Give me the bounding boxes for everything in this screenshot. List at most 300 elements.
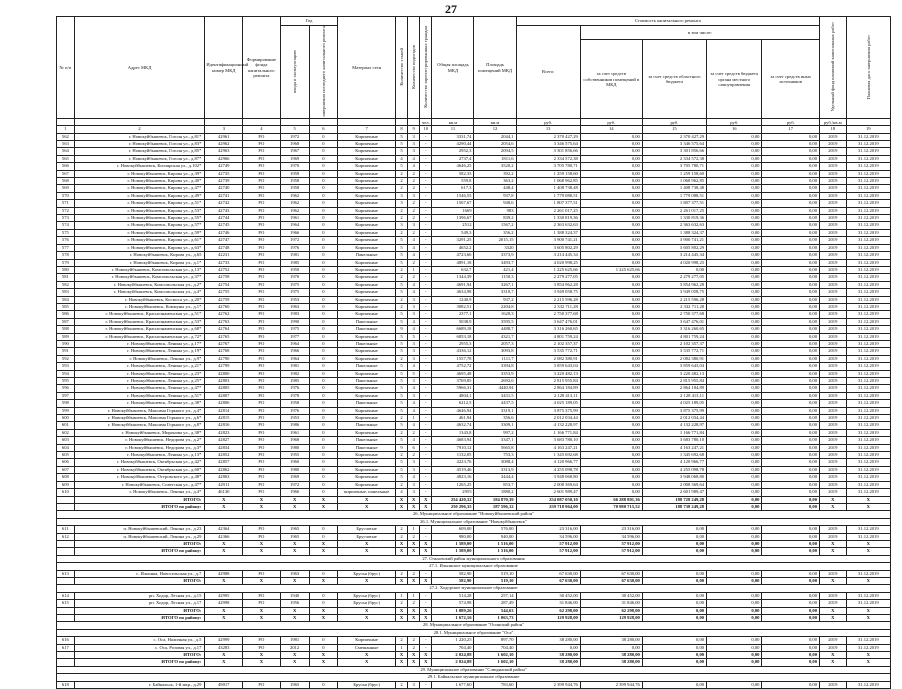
row-min-cost: 2019 [820, 422, 847, 429]
x-mark: Х [846, 577, 890, 584]
row-cost-owners: 0,00 [580, 355, 642, 362]
row-people: - [420, 163, 432, 170]
row-plan-date: 31.12.2019 [846, 244, 890, 251]
row-cost-local: 0,00 [707, 474, 762, 481]
x-mark: Х [820, 496, 847, 503]
total-cost: 129 928,00 [516, 615, 580, 622]
row-wall: Панельные [338, 318, 396, 325]
row-fund: РО [243, 289, 281, 296]
row-cost-local: 0,00 [707, 155, 762, 162]
row-cost-total: 1 345 692,68 [516, 452, 580, 459]
total-living-area: 1 602,10 [474, 659, 516, 666]
row-living-area: 839,2 [474, 215, 516, 222]
x-mark: Х [280, 607, 309, 614]
row-year: 1975 [280, 281, 309, 288]
row-fund: РО [243, 133, 281, 140]
row-year: 1981 [280, 637, 309, 644]
capital-repair-table [56, 16, 891, 689]
row-total-area: 3331,74 [432, 133, 474, 140]
row-living-area: 1111,7 [474, 355, 516, 362]
row-cost-owners: 0,00 [580, 318, 642, 325]
row-number: 599 [57, 407, 75, 414]
row-people: - [420, 281, 432, 288]
row-entrances: 2 [408, 274, 420, 281]
row-number: 612 [57, 533, 75, 540]
row-year: 1985 [280, 259, 309, 266]
row-wall: Кирпичные [338, 466, 396, 473]
row-cost-owners: 1 225 625,66 [580, 266, 642, 273]
row-year: 1976 [280, 244, 309, 251]
row-cost-region: 3 859 643,04 [642, 363, 706, 370]
row-last-repair: 0 [309, 637, 338, 644]
row-total-area: 6689,18 [432, 326, 474, 333]
row-year: 1965 [280, 681, 309, 688]
row-address: г. Новокуйбышевск, Советская ул., д.47* [74, 481, 205, 488]
row-cost-local: 0,00 [707, 163, 762, 170]
row-cost-region: 0,00 [642, 637, 706, 644]
row-entrances: 2 [408, 200, 420, 207]
row-cost-other: 0,00 [762, 378, 820, 385]
row-cost-owners: 0,00 [580, 422, 642, 429]
total-region: 0,00 [642, 548, 706, 555]
row-year: 2012 [280, 644, 309, 651]
row-cost-region: 3 535 772,71 [642, 348, 706, 355]
row-plan-date: 31.12.2019 [846, 348, 890, 355]
table-row [57, 333, 891, 340]
row-cost-other: 0,00 [762, 444, 820, 451]
row-fund: РО [243, 526, 281, 533]
row-min-cost: 2019 [820, 437, 847, 444]
row-number: 567 [57, 170, 75, 177]
row-total-area: 980,00 [432, 533, 474, 540]
row-fund: РО [243, 437, 281, 444]
row-people: - [420, 289, 432, 296]
row-plan-date: 31.12.2019 [846, 200, 890, 207]
row-entrances: 4 [408, 289, 420, 296]
row-cost-total: 38 280,00 [516, 637, 580, 644]
row-fund: РО [243, 466, 281, 473]
x-mark: Х [338, 496, 396, 503]
total-total-area: 582,90 [432, 577, 474, 584]
total-cell [57, 503, 75, 510]
row-floors: 5 [395, 163, 407, 170]
row-entrances: 3 [408, 681, 420, 688]
column-number-row [57, 126, 891, 133]
unit-rub-sqm: руб./кв.м [820, 119, 847, 126]
row-floors: 5 [395, 318, 407, 325]
row-wall: Кирпичные [338, 244, 396, 251]
column-number: 15 [642, 126, 706, 133]
row-people: - [420, 318, 432, 325]
row-living-area: 1567,2 [474, 222, 516, 229]
row-min-cost: 2019 [820, 526, 847, 533]
row-number: 614 [57, 592, 75, 599]
row-cost-local: 0,00 [707, 252, 762, 259]
row-cost-region: 0,00 [642, 533, 706, 540]
row-entrances: 4 [408, 400, 420, 407]
row-cost-other: 0,00 [762, 681, 820, 688]
x-mark: Х [408, 540, 420, 547]
header-last-repair: завершения последнего капитального ремонта [309, 26, 338, 119]
row-wall: Кирпичные [338, 392, 396, 399]
row-cost-region: 1 259 158,60 [642, 170, 706, 177]
row-plan-date: 31.12.2019 [846, 133, 890, 140]
x-mark: Х [395, 503, 407, 510]
row-year: 1981 [280, 252, 309, 259]
row-total-area: 1344,39 [432, 274, 474, 281]
row-ident: 43283 [205, 644, 243, 651]
row-address: г. Новокуйбышевск, Октябрьская ул., д.42* [74, 459, 205, 466]
row-min-cost: 2019 [820, 600, 847, 607]
row-last-repair: 0 [309, 526, 338, 533]
row-floors: 5 [395, 466, 407, 473]
row-number: 579 [57, 259, 75, 266]
total-local: 0,00 [707, 540, 762, 547]
row-wall: Кирпичные [338, 170, 396, 177]
row-last-repair: 0 [309, 378, 338, 385]
column-number: 5 [280, 126, 309, 133]
row-entrances: 3 [408, 303, 420, 310]
header-total-area: Общая площадь МКД [432, 17, 474, 119]
column-number: 2 [74, 126, 205, 133]
row-cost-local: 0,00 [707, 303, 762, 310]
row-cost-other: 0,00 [762, 600, 820, 607]
row-people: - [420, 311, 432, 318]
total-row [57, 548, 891, 555]
column-number: 13 [516, 126, 580, 133]
row-cost-other: 0,00 [762, 570, 820, 577]
row-plan-date: 31.12.2019 [846, 407, 890, 414]
row-cost-other: 0,00 [762, 318, 820, 325]
row-year: 1966 [280, 348, 309, 355]
header-floors: Количество этажей [395, 17, 407, 119]
row-min-cost: 2019 [820, 281, 847, 288]
row-fund: РО [243, 400, 281, 407]
row-year: 1959 [280, 170, 309, 177]
row-cost-local: 0,00 [707, 340, 762, 347]
row-cost-other: 0,00 [762, 192, 820, 199]
row-cost-other: 0,00 [762, 289, 820, 296]
row-address: г. Новокуйбышевск, Максима Горького ул., д.8* [74, 422, 205, 429]
row-ident: 42760 [205, 303, 243, 310]
row-fund: РО [243, 644, 281, 651]
row-living-area: 940,00 [474, 533, 516, 540]
row-floors: 2 [395, 526, 407, 533]
row-floors: 5 [395, 133, 407, 140]
row-ident: 42752 [205, 266, 243, 273]
row-number: 615 [57, 600, 75, 607]
row-wall: Кирпичные [338, 370, 396, 377]
row-cost-region: 1 166 771,84 [642, 429, 706, 436]
row-entrances: 3 [408, 148, 420, 155]
x-mark: Х [395, 577, 407, 584]
x-mark: Х [243, 548, 281, 555]
row-wall: Кирпичные [338, 207, 396, 214]
row-year: 1972 [280, 237, 309, 244]
row-ident: 42735 [205, 170, 243, 177]
x-mark: Х [243, 607, 281, 614]
row-year: 1990 [280, 318, 309, 325]
row-min-cost: 2019 [820, 333, 847, 340]
x-mark: Х [420, 577, 432, 584]
row-fund: РО [243, 296, 281, 303]
row-plan-date: 31.12.2019 [846, 237, 890, 244]
total-label: ИТОГО по району: [74, 659, 205, 666]
row-cost-other: 0,00 [762, 200, 820, 207]
row-cost-region: 3 647 476,01 [642, 318, 706, 325]
row-number: 569 [57, 185, 75, 192]
total-living-area: 1 063,73 [474, 615, 516, 622]
row-cost-local: 0,00 [707, 422, 762, 429]
x-mark: Х [243, 659, 281, 666]
row-total-area: 617,3 [432, 185, 474, 192]
row-living-area: 853,7 [474, 481, 516, 488]
row-cost-region: 4 801 759,24 [642, 333, 706, 340]
row-wall: Брусья (брус) [338, 570, 396, 577]
row-fund: РО [243, 148, 281, 155]
row-people: - [420, 259, 432, 266]
row-cost-owners: 0,00 [580, 163, 642, 170]
section-title: 28. Муниципальное образование "Осинский район" [57, 622, 891, 629]
x-mark: Х [408, 607, 420, 614]
row-people: - [420, 637, 432, 644]
row-year: 1965 [280, 533, 309, 540]
row-cost-other: 0,00 [762, 281, 820, 288]
row-total-area: 2952,3 [432, 148, 474, 155]
x-mark: Х [338, 503, 396, 510]
row-last-repair: 0 [309, 570, 338, 577]
row-plan-date: 31.12.2019 [846, 192, 890, 199]
row-ident: 42754 [205, 281, 243, 288]
section-row [57, 622, 891, 629]
row-living-area: 3309,1 [474, 422, 516, 429]
row-people: - [420, 296, 432, 303]
header-region: за счет средств областного бюджета [642, 40, 706, 119]
total-owners: 38 280,00 [580, 659, 642, 666]
row-floors: 2 [395, 355, 407, 362]
row-address: г. Новокуйбышевск, Гоголя ул., д.87* [74, 155, 205, 162]
row-total-area: 4290,44 [432, 141, 474, 148]
table-row [57, 296, 891, 303]
row-cost-local: 0,00 [707, 348, 762, 355]
row-min-cost: 2019 [820, 392, 847, 399]
row-address: г. Новокуйбышевск, Кирова ул., д.55* [74, 215, 205, 222]
row-people: - [420, 237, 432, 244]
row-people: - [420, 452, 432, 459]
row-number: 616 [57, 637, 75, 644]
row-living-area: 287,49 [474, 600, 516, 607]
row-year: 1985 [280, 378, 309, 385]
x-mark: Х [309, 652, 338, 659]
row-year: 1983 [280, 311, 309, 318]
row-cost-local: 0,00 [707, 355, 762, 362]
row-floors: 2 [395, 266, 407, 273]
row-cost-other: 0,00 [762, 466, 820, 473]
row-cost-total: 3 605 802,29 [516, 244, 580, 251]
row-address: г. Новокуйбышевск, Ленина ул., д.25* [74, 378, 205, 385]
row-cost-owners: 0,00 [580, 392, 642, 399]
total-owners: 62 298,00 [580, 607, 642, 614]
table-row [57, 274, 891, 281]
row-cost-local: 0,00 [707, 296, 762, 303]
row-cost-total: 2 128 413,11 [516, 392, 580, 399]
x-mark: Х [846, 607, 890, 614]
total-label: ИТОГО: [74, 496, 205, 503]
row-ident: 42800 [205, 370, 243, 377]
header-min-cost: Удельный фонд вложений капитальных работ [820, 17, 847, 119]
x-mark: Х [205, 577, 243, 584]
row-wall: Кирпичные [338, 407, 396, 414]
row-fund: РО [243, 474, 281, 481]
row-ident: 42807 [205, 392, 243, 399]
table-row [57, 466, 891, 473]
row-last-repair: 0 [309, 178, 338, 185]
row-plan-date: 31.12.2019 [846, 170, 890, 177]
row-min-cost: 2019 [820, 185, 847, 192]
row-floors: 5 [395, 333, 407, 340]
row-entrances: 3 [408, 466, 420, 473]
row-total-area: 4634,98 [432, 289, 474, 296]
row-cost-total: 4 025 189,05 [516, 400, 580, 407]
total-label: ИТОГО: [74, 540, 205, 547]
row-cost-local: 0,00 [707, 215, 762, 222]
row-cost-owners: 31 846,00 [580, 600, 642, 607]
row-total-area: 1 220,25 [432, 637, 474, 644]
row-ident: 42823 [205, 429, 243, 436]
table-row [57, 526, 891, 533]
row-plan-date: 31.12.2019 [846, 296, 890, 303]
row-floors: 2 [395, 637, 407, 644]
row-cost-total: 4 132 228,97 [516, 422, 580, 429]
row-last-repair: 0 [309, 444, 338, 451]
row-cost-other: 0,00 [762, 237, 820, 244]
table-row [57, 422, 891, 429]
total-living-area: 1 516,00 [474, 540, 516, 547]
x-mark: Х [338, 607, 396, 614]
row-cost-owners: 0,00 [580, 326, 642, 333]
row-cost-local: 0,00 [707, 378, 762, 385]
row-plan-date: 31.12.2019 [846, 355, 890, 362]
row-plan-date: 31.12.2019 [846, 385, 890, 392]
row-living-area: 3431,5 [474, 392, 516, 399]
row-cost-other: 0,00 [762, 592, 820, 599]
row-cost-owners: 0,00 [580, 489, 642, 496]
row-cost-region: 3 948 068,80 [642, 474, 706, 481]
row-min-cost: 2019 [820, 400, 847, 407]
row-floors: 5 [395, 363, 407, 370]
row-last-repair: 0 [309, 148, 338, 155]
row-wall: Кирпичные [338, 474, 396, 481]
total-living-area: 1 516,00 [474, 548, 516, 555]
row-entrances: 3 [408, 378, 420, 385]
row-plan-date: 31.12.2019 [846, 333, 890, 340]
row-total-area: 1396,67 [432, 215, 474, 222]
row-cost-owners: 38 280,00 [580, 637, 642, 644]
row-cost-region: 3 316 260,65 [642, 326, 706, 333]
total-cost: 57 912,00 [516, 548, 580, 555]
row-entrances: 4 [408, 155, 420, 162]
total-other: 0,00 [762, 577, 820, 584]
column-number: 16 [707, 126, 762, 133]
table-row [57, 244, 891, 251]
row-number: 600 [57, 415, 75, 422]
row-floors: 5 [395, 311, 407, 318]
row-min-cost: 2019 [820, 296, 847, 303]
total-total-area: 1 589,00 [432, 540, 474, 547]
row-min-cost: 2019 [820, 318, 847, 325]
row-ident: 42764 [205, 326, 243, 333]
row-number: 590 [57, 340, 75, 347]
row-cost-total: 4 255 098,78 [516, 466, 580, 473]
row-fund: РО [243, 422, 281, 429]
row-floors: 2 [395, 533, 407, 540]
row-people: - [420, 333, 432, 340]
row-ident: 42799 [205, 363, 243, 370]
row-last-repair: 0 [309, 229, 338, 236]
row-cost-local: 0,00 [707, 400, 762, 407]
header-other: за счет средств иных источников [762, 40, 820, 119]
row-living-area: 3310,7 [474, 289, 516, 296]
header-entrances: Количество подъездов [408, 17, 420, 119]
row-cost-total: 3 948 068,80 [516, 474, 580, 481]
row-ident: 42364 [205, 526, 243, 533]
row-people: - [420, 215, 432, 222]
row-ident: 42790 [205, 355, 243, 362]
row-cost-region: 2 215 596,28 [642, 296, 706, 303]
unit-sqm: кв.м [474, 119, 516, 126]
row-cost-total: 4 801 759,24 [516, 333, 580, 340]
row-ident: 42966 [205, 155, 243, 162]
row-people: - [420, 385, 432, 392]
row-wall: Кирпичные [338, 185, 396, 192]
row-ident: 42803 [205, 378, 243, 385]
row-number: 562 [57, 133, 75, 140]
row-floors: 4 [395, 489, 407, 496]
row-cost-local: 0,00 [707, 481, 762, 488]
row-cost-total: 1 779 088,51 [516, 192, 580, 199]
row-total-area: 4823,16 [432, 474, 474, 481]
table-row [57, 170, 891, 177]
row-cost-region: 3 949 058,75 [642, 289, 706, 296]
row-number: 572 [57, 207, 75, 214]
row-plan-date: 31.12.2019 [846, 148, 890, 155]
row-fund: РО [243, 407, 281, 414]
row-last-repair: 0 [309, 644, 338, 651]
row-people: - [420, 570, 432, 577]
row-cost-other: 0,00 [762, 355, 820, 362]
row-living-area: 997,2 [474, 429, 516, 436]
x-mark: Х [280, 496, 309, 503]
row-ident: 42806 [205, 400, 243, 407]
unit-rub: руб. [707, 119, 762, 126]
row-living-area: 704,40 [474, 644, 516, 651]
row-floors: 5 [395, 281, 407, 288]
row-ident: 42768 [205, 348, 243, 355]
row-min-cost: 2019 [820, 289, 847, 296]
x-mark: Х [243, 540, 281, 547]
row-entrances: 2 [408, 215, 420, 222]
row-last-repair: 0 [309, 429, 338, 436]
row-cost-other: 0,00 [762, 259, 820, 266]
total-label: ИТОГО по району: [74, 615, 205, 622]
row-fund: РО [243, 392, 281, 399]
row-wall: Кирпичные [338, 296, 396, 303]
total-cost: 38 280,00 [516, 659, 580, 666]
row-plan-date: 31.12.2019 [846, 252, 890, 259]
row-year: 1956 [280, 600, 309, 607]
row-number: 618 [57, 681, 75, 688]
row-last-repair: 0 [309, 452, 338, 459]
